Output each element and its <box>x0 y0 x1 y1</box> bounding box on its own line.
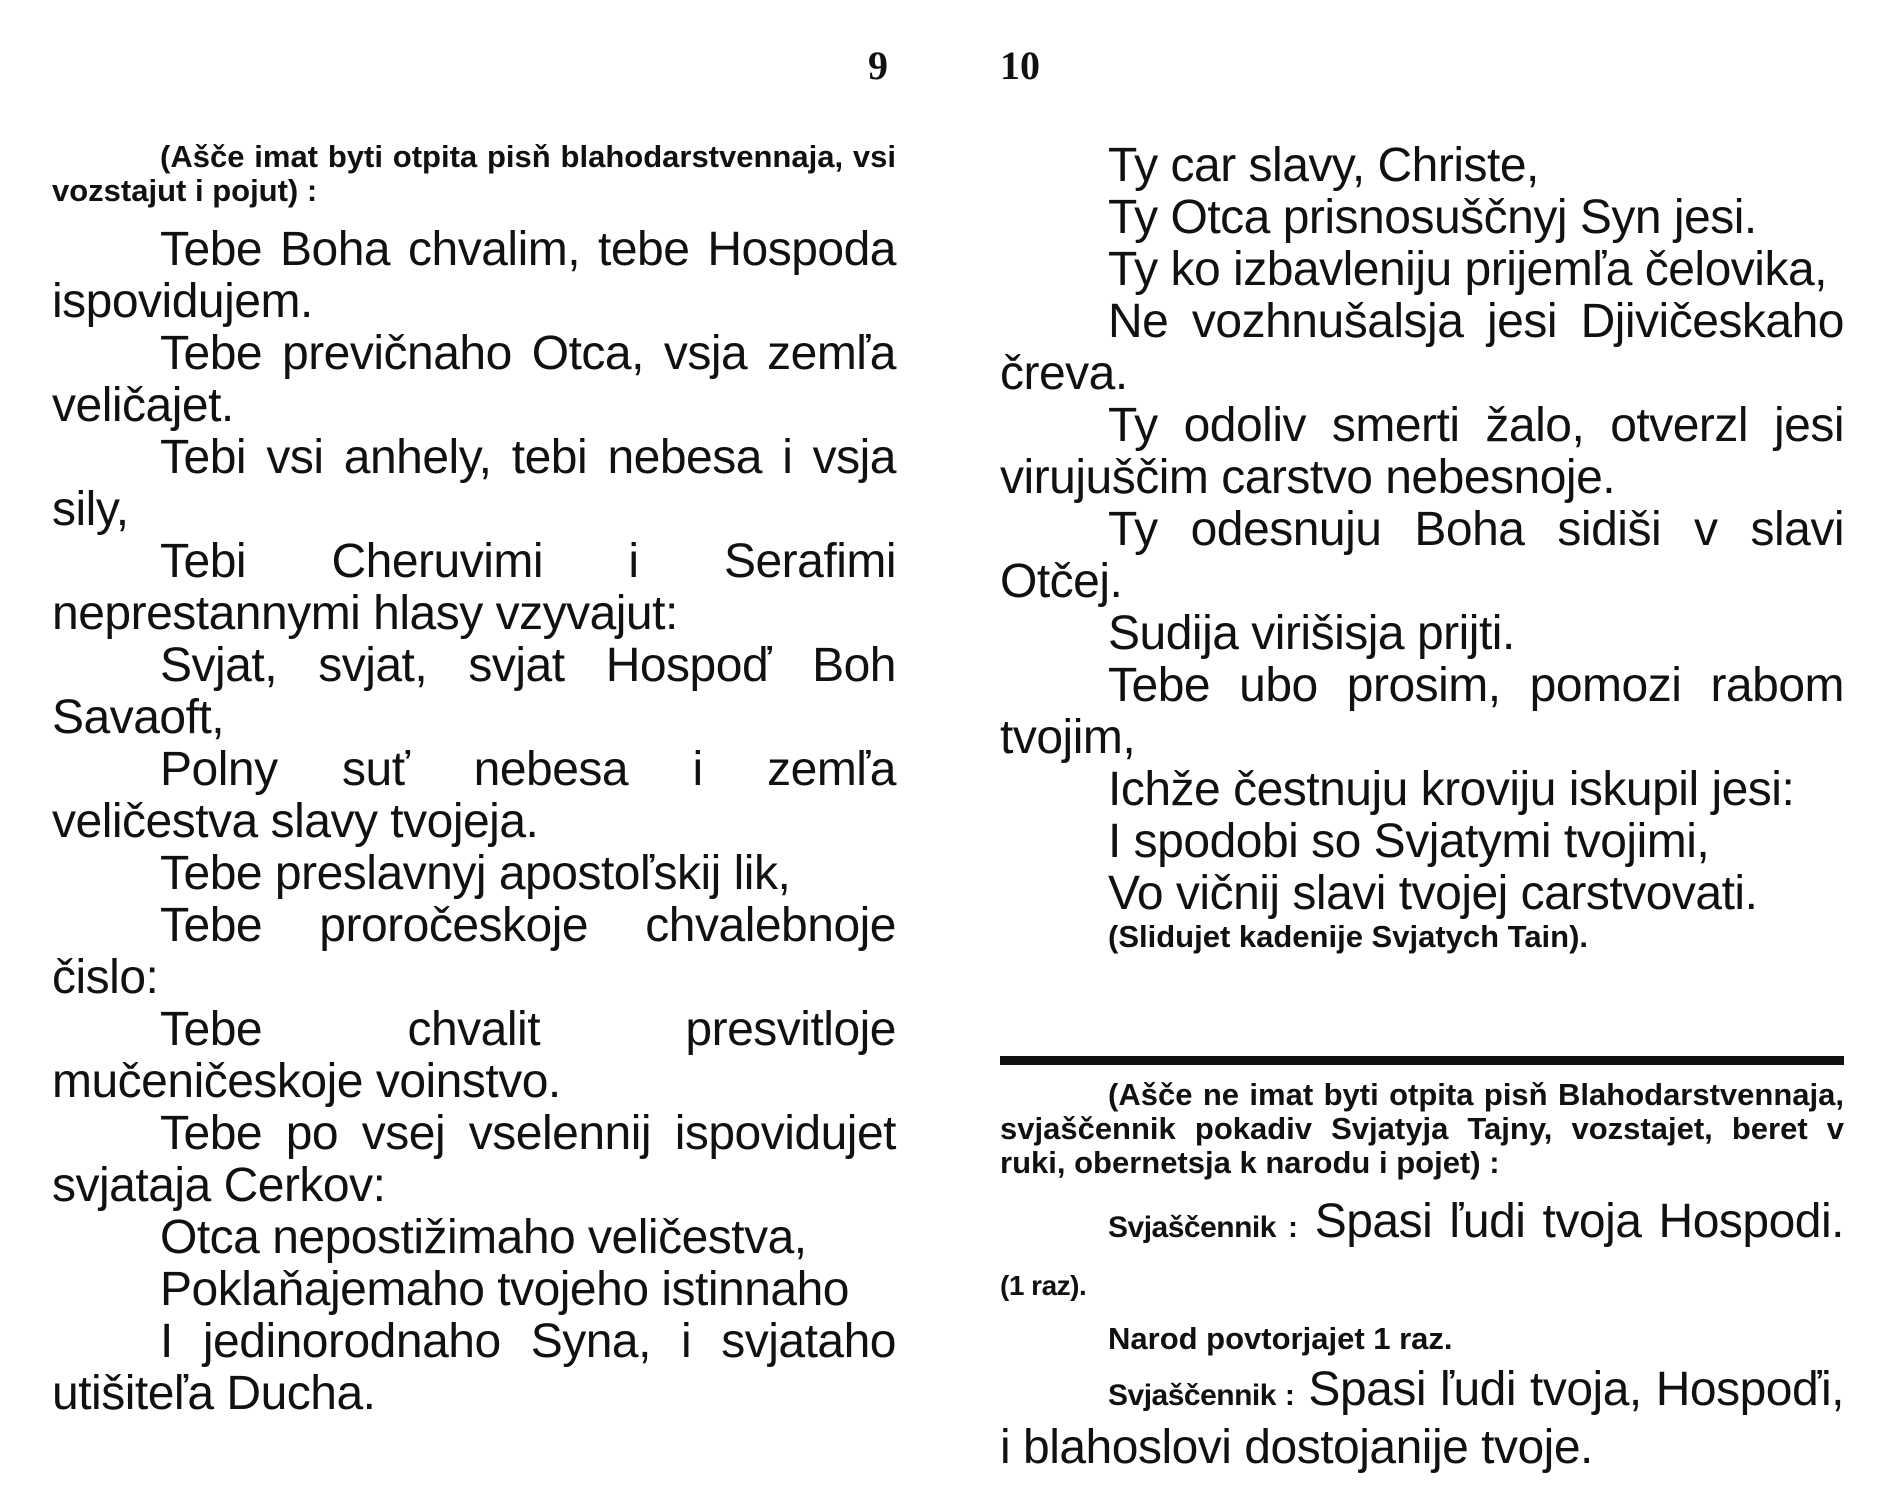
verse: Tebi Cheruvimi i Serafimi neprestannymi hlasy vzyvajut: <box>52 535 896 640</box>
verse: Ty ko izbavleniju prijemľa čelovika, <box>1108 243 1827 296</box>
verse: Ty Otca prisnosuščnyj Syn jesi. <box>1108 191 1757 244</box>
opening-rubric: (Ašče imat byti otpita pisň blahodarstvennaja, vsi vozstajut i pojut) : <box>52 139 896 208</box>
alternate-rubric: (Ašče ne imat byti otpita pisň Blahodarstvennaja, svjaščennik pokadiv Svjatyja Tajny, vozstajet, beret v ruki, obernetsja k narodu i pojet) : <box>1000 1077 1844 1180</box>
priest-label: Svjaščennik : <box>1108 1379 1295 1412</box>
verse: Tebe previčnaho Otca, vsja zemľa veličajet. <box>52 327 896 432</box>
left-page-column <box>52 140 896 1420</box>
closing-rubric: (Slidujet kadenije Svjatych Tain). <box>1108 919 1589 954</box>
section-divider <box>1000 1056 1844 1065</box>
page-number-right: 10 <box>1000 43 1040 88</box>
page-number-left: 9 <box>868 43 888 88</box>
verse: I jedinorodnaho Syna, i svjataho utišiteľa Ducha. <box>52 1315 896 1420</box>
verse: Tebi vsi anhely, tebi nebesa i vsja sily, <box>52 431 896 536</box>
verse: Tebe ubo prosim, pomozi rabom tvojim, <box>1000 659 1844 764</box>
verse: Tebe po vsej vselennij ispovidujet svjataja Cerkov: <box>52 1107 896 1212</box>
priest-text: Spasi ľudi tvoja, Hospoďi, i blahoslovi dostojanije tvoje. <box>1000 1363 1844 1474</box>
verse: Tebe chvalit presvitloje mučeničeskoje voinstvo. <box>52 1003 896 1108</box>
alternate-section <box>1000 1078 1844 1474</box>
priest-exclamation-1 <box>1000 1196 1844 1312</box>
priest-exclamation-2 <box>1000 1364 1844 1474</box>
verse: Tebe preslavnyj apostoľskij lik, <box>160 847 791 900</box>
verse: Ty odoliv smerti žalo, otverzl jesi virujuščim carstvo nebesnoje. <box>1000 399 1844 504</box>
verse: Poklaňajemaho tvojeho istinnaho <box>160 1263 849 1316</box>
verse: Polny suť nebesa i zemľa veličestva slavy tvojeja. <box>52 743 896 848</box>
verse: Ne vozhnušalsja jesi Djivičeskaho čreva. <box>1000 295 1844 400</box>
verse: Sudija virišisja prijti. <box>1108 607 1515 660</box>
repeat-note: (1 raz). <box>1000 1270 1087 1301</box>
right-page-column <box>1000 140 1844 954</box>
verse: Tebe proročeskoje chvalebnoje čislo: <box>52 899 896 1004</box>
verse: Ichže čestnuju kroviju iskupil jesi: <box>1108 763 1795 816</box>
verse: I spodobi so Svjatymi tvojimi, <box>1108 815 1710 868</box>
verse: Ty car slavy, Christe, <box>1108 139 1539 192</box>
verse: Ty odesnuju Boha sidiši v slavi Otčej. <box>1000 503 1844 608</box>
verse: Svjat, svjat, svjat Hospoď Boh Savaoft, <box>52 639 896 744</box>
verse: Vo vičnij slavi tvojej carstvovati. <box>1108 867 1758 920</box>
verse: Otca nepostižimaho veličestva, <box>160 1211 807 1264</box>
priest-text: Spasi ľudi tvoja Hospodi. <box>1314 1195 1845 1248</box>
verse: Tebe Boha chvalim, tebe Hospoda ispovidujem. <box>52 223 896 328</box>
people-response: Narod povtorjajet 1 raz. <box>1108 1321 1453 1356</box>
priest-label: Svjaščennik : <box>1108 1211 1298 1244</box>
